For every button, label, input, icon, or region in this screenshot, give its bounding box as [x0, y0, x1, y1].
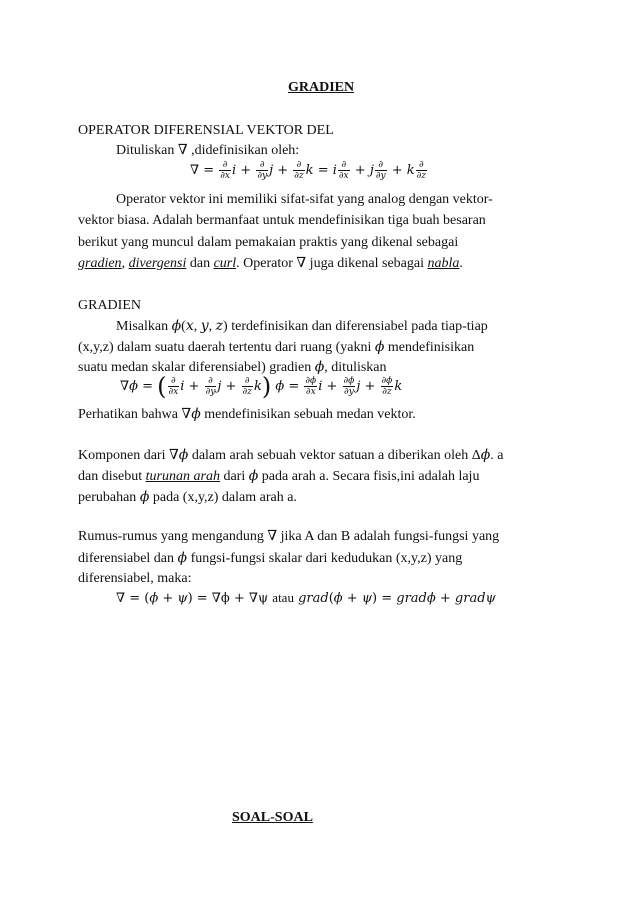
text: Komponen dari ∇: [78, 448, 179, 463]
text: Perhatikan bahwa ∇: [78, 407, 192, 422]
text: pada arah a. Secara fisis,ini adalah laju: [261, 469, 480, 484]
gradien-line: (x,y,z) dalam suatu daerah tertentu dari ruang (yakni ϕ mendefinisikan: [78, 339, 475, 355]
text: pada (x,y,z) dalam arah a.: [152, 490, 297, 505]
nabla-definition-formula: ∇ = $\frac{\partial}{\partial x}$ i + $\frac{\partial}{\partial y}$ j + $\frac{\partial}{\partial z}$ k = i $\frac{\partial}{\partial x}$ + j $\frac{\partial}{\partial y}$ + k $\frac{\partial}{\partial z}$: [190, 160, 427, 181]
komponen-line: dan disebut turunan arah dari ϕ pada arah a. Secara fisis,ini adalah laju: [78, 468, 480, 484]
text: fungsi-fungsi skalar dari kedudukan (x,y,z) yang: [190, 551, 463, 566]
text: perubahan: [78, 490, 137, 505]
gradien-heading: GRADIEN: [78, 298, 141, 313]
text: terdefinisikan dan diferensiabel pada tiap-tiap: [231, 319, 488, 334]
text: suatu medan skalar diferensiabel) gradien: [78, 360, 312, 375]
joiner: . Operator ∇ juga dikenal sebagai: [236, 256, 424, 271]
term-gradien: gradien: [78, 256, 122, 271]
perhatikan-line: Perhatikan bahwa ∇ϕ mendefinisikan sebuah medan vektor.: [78, 406, 416, 422]
gradien-line: Misalkan ϕ(x, y, z) terdefinisikan dan diferensiabel pada tiap-tiap: [116, 318, 488, 334]
text: mendefinisikan: [387, 340, 475, 355]
text: , dituliskan: [324, 360, 387, 375]
operator-intro: Dituliskan ∇ ,didefinisikan oleh:: [116, 143, 300, 158]
gradien-line: suatu medan skalar diferensiabel) gradien ϕ, dituliskan: [78, 359, 387, 375]
term-nabla: nabla: [427, 256, 460, 271]
rumus-line: Rumus-rumus yang mengandung ∇ jika A dan B adalah fungsi-fungsi yang: [78, 529, 500, 544]
operator-heading: OPERATOR DIFERENSIAL VEKTOR DEL: [78, 123, 334, 138]
text: mendefinisikan sebuah medan vektor.: [204, 407, 416, 422]
text: dari: [223, 469, 246, 484]
text: dan disebut: [78, 469, 143, 484]
text: . a: [490, 448, 504, 463]
joiner: .: [459, 256, 463, 271]
text: diferensiabel dan: [78, 551, 175, 566]
operator-terms-line: [78, 255, 463, 273]
operator-para-line: Operator vektor ini memiliki sifat-sifat yang analog dengan vektor-: [116, 192, 493, 207]
joiner: dan: [189, 256, 211, 271]
joiner: ,: [121, 256, 126, 271]
operator-para-line: berikut yang muncul dalam pemakaian praktis yang dikenal sebagai: [78, 235, 459, 250]
term-turunan-arah: turunan arah: [145, 469, 220, 484]
komponen-line: Komponen dari ∇ϕ dalam arah sebuah vektor satuan a diberikan oleh Δϕ. a: [78, 447, 504, 463]
sum-rule-formula: ∇ = (ϕ + ψ) = ∇ϕ + ∇ψ atau grad(ϕ + ψ) = gradϕ + gradψ: [116, 590, 496, 606]
operator-para-line: vektor biasa. Adalah bermanfaat untuk mendefinisikan tiga buah besaran: [78, 213, 486, 228]
term-curl: curl: [213, 256, 237, 271]
soal-heading: SOAL-SOAL: [232, 810, 313, 825]
text: (x,y,z) dalam suatu daerah tertentu dari ruang (yakni: [78, 340, 372, 355]
term-divergensi: divergensi: [128, 256, 187, 271]
text: atau: [272, 590, 294, 605]
page-title: GRADIEN: [288, 80, 355, 95]
rumus-line: diferensiabel dan ϕ fungsi-fungsi skalar dari kedudukan (x,y,z) yang: [78, 550, 463, 566]
text: Misalkan: [116, 319, 169, 334]
text: dalam arah sebuah vektor satuan a diberikan oleh Δ: [191, 448, 481, 463]
gradient-formula: ∇ϕ = ( $\frac{\partial}{\partial x}$ i + $\frac{\partial}{\partial y}$ j + $\frac{\partial}{\partial z}$ k) ϕ = $\frac{\partial\phi}{\partial x}$ i + $\frac{\partial\phi}{\partial y}$ j + $\frac{\partial\phi}{\partial z}$ k: [120, 372, 403, 401]
komponen-line: perubahan ϕ pada (x,y,z) dalam arah a.: [78, 489, 297, 505]
rumus-line: diferensiabel, maka:: [78, 571, 192, 586]
